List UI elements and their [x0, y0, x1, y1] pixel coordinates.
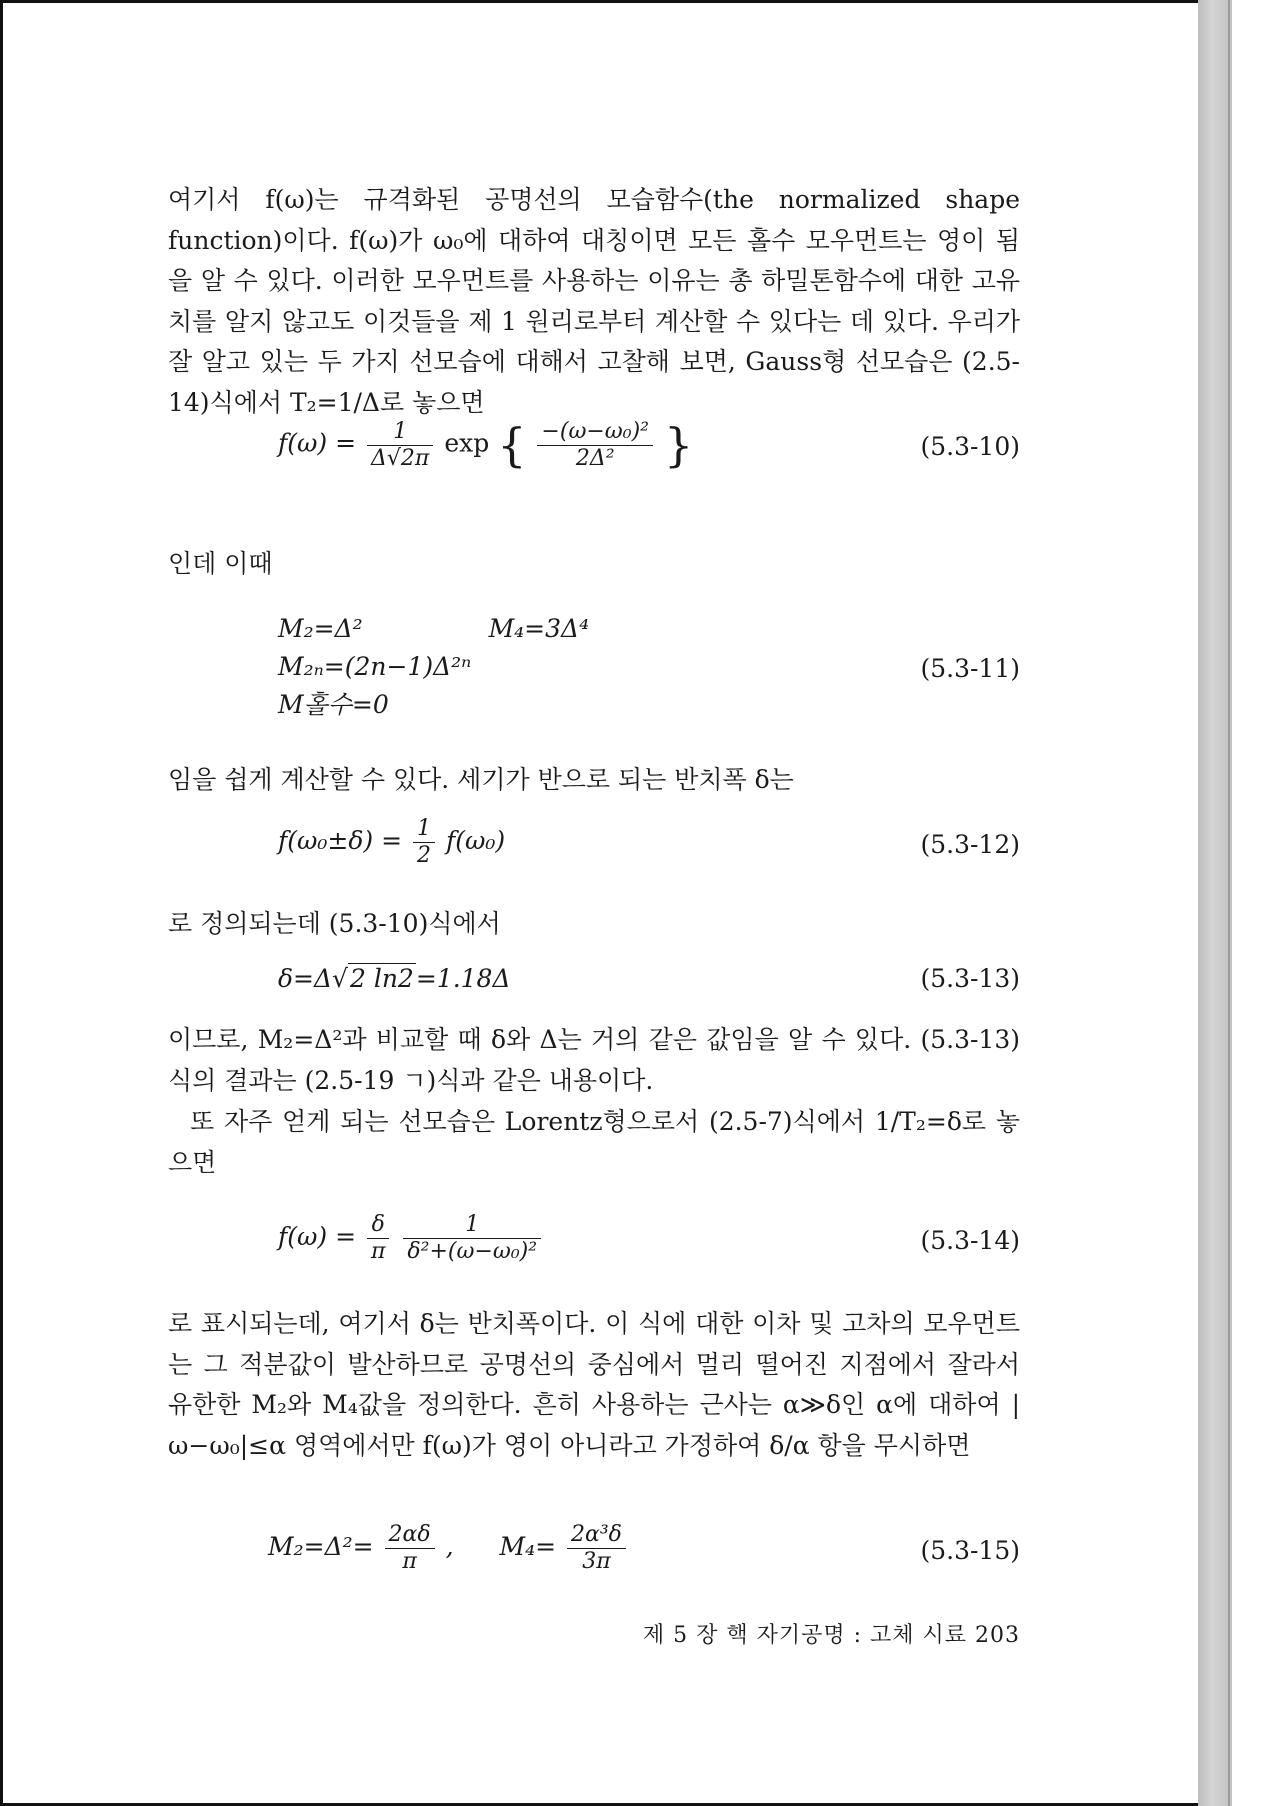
eq1-left-brace: { [497, 418, 527, 472]
eq6-fraction-2 [567, 1522, 626, 1575]
eq1-frac1-num: 1 [367, 419, 433, 446]
equation-5-3-12 [168, 816, 1020, 876]
eq6-frac2-den: 3π [582, 1549, 611, 1574]
eq6-sep: , [445, 1532, 454, 1561]
eq6-frac2-num: 2α³δ [567, 1522, 626, 1549]
eq2-line-3: M홀수=0 [278, 690, 389, 719]
page-footer: 제 5 장 핵 자기공명 : 고체 시료 203 [642, 1623, 1020, 1648]
eq1-fraction-2 [537, 419, 653, 472]
eq4-number: (5.3-13) [920, 964, 1020, 993]
eq6-frac1-den: π [402, 1549, 417, 1574]
eq3-frac-num: 1 [413, 816, 435, 843]
eq1-func: exp [444, 428, 490, 458]
eq5-frac1-num: δ [367, 1212, 389, 1239]
eq1-frac2-num: −(ω−ω₀)² [537, 419, 653, 446]
eq3-frac-den: 2 [417, 843, 432, 868]
equation-5-3-13 [168, 960, 1020, 1020]
eq4-lhs: δ=Δ√ [278, 964, 348, 993]
eq6-lhs1: M₂=Δ²= [268, 1532, 374, 1561]
page-spine [1198, 0, 1232, 1806]
eq6-number: (5.3-15) [920, 1536, 1020, 1565]
equation-5-3-11 [168, 610, 1020, 740]
paragraph-3: 임을 쉽게 계산할 수 있다. 세기가 반으로 되는 반치폭 δ는 [168, 765, 794, 794]
eq5-number: (5.3-14) [920, 1226, 1020, 1255]
eq5-fraction-2 [403, 1212, 541, 1265]
eq1-number: (5.3-10) [920, 432, 1020, 461]
eq2-number: (5.3-11) [920, 654, 1020, 683]
eq6-frac1-num: 2αδ [385, 1522, 435, 1549]
eq3-fraction [413, 816, 435, 869]
equation-5-3-14 [168, 1212, 1020, 1272]
eq4-radicand: 2 ln2 [349, 964, 414, 993]
eq2-line-1 [278, 610, 589, 648]
eq1-frac2-den: 2Δ² [575, 445, 615, 471]
eq2-line-2: M₂ₙ=(2n−1)Δ²ⁿ [278, 652, 472, 681]
eq1-lhs: f(ω) = [278, 428, 357, 458]
paragraph-1: 여기서 f(ω)는 규격화된 공명선의 모습함수(the normalized shape function)이다. f(ω)가 ω₀에 대하여 대칭이면 모든 홀수 모우먼트는 영이 됨을 알 수 있다. 이러한 모우먼트를 사용하는 이유는 총 하밀톤함수에 대한 고유치를 알지 않고도 이것들을 제 1 원리로부터 계산할 수 있다는 데 있다. 우리가 잘 알고 있는 두 가지 선모습에 대해서 고찰해 보면, Gauss형 선모습은 (2.5-14)식에서 T₂=1/Δ로 놓으면 [168, 185, 1020, 417]
eq5-frac2-num: 1 [403, 1212, 541, 1239]
eq1-right-brace: } [663, 418, 694, 472]
eq5-fraction-1 [367, 1212, 389, 1265]
eq3-rhs: f(ω₀) [445, 826, 506, 855]
eq5-frac2-den: δ²+(ω−ω₀)² [407, 1239, 538, 1264]
eq1-fraction-1 [367, 419, 433, 472]
eq3-lhs: f(ω₀±δ) = [278, 826, 403, 855]
eq5-frac1-den: π [371, 1239, 386, 1264]
eq6-fraction-1 [385, 1522, 435, 1575]
paragraph-6: 또 자주 얻게 되는 선모습은 Lorentz형으로서 (2.5-7)식에서 1/T₂=δ로 놓으면 [168, 1107, 1020, 1177]
paragraph-7: 로 표시되는데, 여기서 δ는 반치폭이다. 이 식에 대한 이차 및 고차의 모우먼트는 그 적분값이 발산하므로 공명선의 중심에서 멀리 떨어진 지점에서 잘라서 유한한 M₂와 M₄값을 정의한다. 흔히 사용하는 근사는 α≫δ인 α에 대하여 |ω−ω₀|≤α 영역에서만 f(ω)가 영이 아니라고 가정하여 δ/α 항을 무시하면 [168, 1309, 1020, 1460]
equation-5-3-10 [168, 418, 1020, 478]
eq4-rhs: =1.18Δ [415, 964, 511, 993]
eq3-number: (5.3-12) [920, 830, 1020, 859]
eq2-m4: M₄=3Δ⁴ [488, 614, 590, 643]
paragraph-4: 로 정의되는데 (5.3-10)식에서 [168, 909, 501, 938]
eq5-lhs: f(ω) = [278, 1222, 357, 1251]
spine-edge [1228, 0, 1230, 1806]
eq1-frac1-den: Δ√2π [371, 445, 430, 471]
paragraph-5: 이므로, M₂=Δ²과 비교할 때 δ와 Δ는 거의 같은 값임을 알 수 있다. (5.3-13)식의 결과는 (2.5-19 ㄱ)식과 같은 내용이다. [168, 1025, 1020, 1095]
paragraph-2: 인데 이때 [168, 549, 273, 578]
equation-5-3-15 [168, 1522, 1020, 1582]
eq2-m2: M₂=Δ² [278, 614, 363, 643]
eq6-lhs2: M₄= [499, 1532, 557, 1561]
